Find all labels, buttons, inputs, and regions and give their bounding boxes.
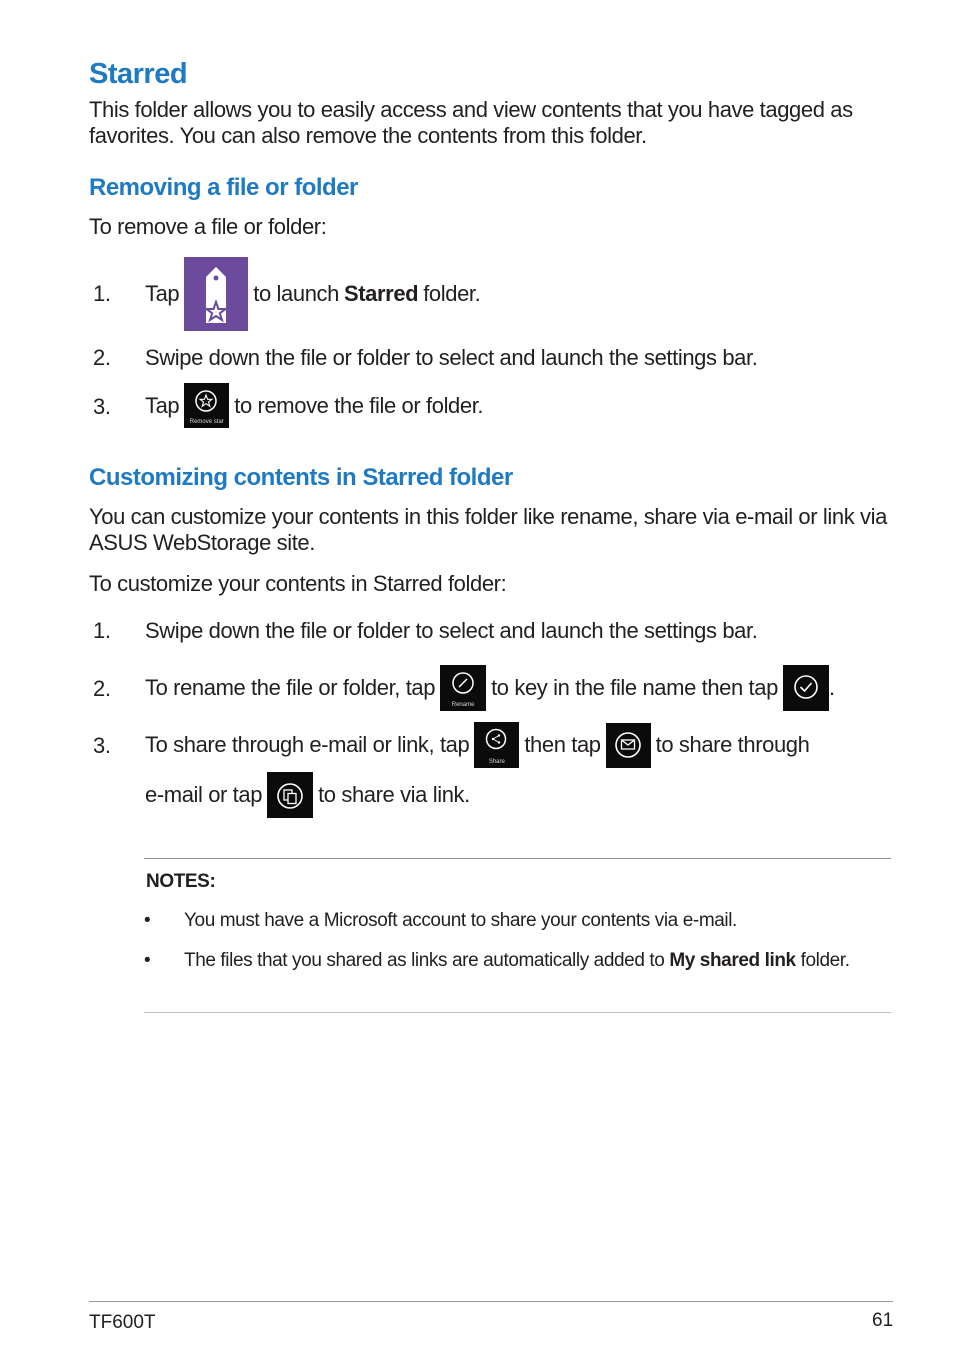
bullet: •	[144, 950, 151, 971]
page-title: Starred	[89, 58, 188, 90]
note-text-part: The files that you shared as links are automatically added to	[184, 950, 665, 971]
step-text: Tap	[145, 392, 180, 418]
step-text: to remove the file or folder.	[234, 392, 484, 418]
step-text: to key in the file name then tap	[491, 675, 778, 700]
icon-caption: Share	[488, 759, 505, 765]
starred-emphasis: Starred	[343, 281, 419, 306]
starred-app-icon[interactable]	[184, 257, 248, 331]
step-text: To share through e-mail or link, tap	[145, 732, 470, 757]
page-number: 61	[872, 1310, 894, 1331]
step-number: 1.	[93, 618, 111, 643]
step-number: 3.	[93, 394, 111, 419]
my-shared-link-emphasis: My shared link	[669, 950, 796, 971]
customize-intro: You can customize your contents in this folder like rename, share via e-mail or link via ASUS WebStorage site.	[89, 504, 887, 555]
step-text: To rename the file or folder, tap	[145, 675, 436, 700]
rename-icon[interactable]	[440, 665, 486, 711]
footer-model: TF600T	[89, 1312, 156, 1333]
copy-link-icon[interactable]	[267, 772, 313, 818]
customize-heading: Customizing contents in Starred folder	[89, 464, 513, 491]
customize-lead: To customize your contents in Starred folder:	[89, 571, 507, 596]
step-text: to share through	[655, 732, 810, 757]
icon-caption: Rename	[451, 702, 475, 708]
step-text: e-mail or tap	[145, 782, 263, 807]
step-number: 2.	[93, 345, 111, 370]
share-icon[interactable]	[474, 722, 519, 768]
note-text-part: folder.	[800, 950, 850, 971]
notes-box	[144, 858, 891, 1013]
notes-title: NOTES:	[146, 871, 216, 892]
bullet: •	[144, 910, 151, 931]
note-text	[184, 947, 874, 975]
remove-heading: Removing a file or folder	[89, 174, 358, 201]
step-text: Swipe down the file or folder to select and launch the settings bar.	[145, 345, 758, 370]
step-text: folder.	[423, 281, 481, 306]
step-number: 1.	[93, 281, 111, 306]
step-text: .	[828, 675, 835, 700]
note-text: You must have a Microsoft account to share your contents via e-mail.	[184, 910, 737, 931]
email-icon[interactable]	[606, 723, 651, 768]
checkmark-icon[interactable]	[783, 665, 829, 711]
step-text: then tap	[524, 732, 601, 757]
step-text: Tap	[145, 281, 180, 306]
remove-star-icon[interactable]	[184, 383, 229, 428]
icon-caption: Remove star	[189, 419, 224, 425]
footer-divider	[89, 1301, 893, 1302]
step-text: to share via link.	[318, 782, 470, 807]
intro-paragraph: This folder allows you to easily access and view contents that you have tagged as favorites. You can also remove the contents from this folder.	[89, 97, 853, 148]
step-number: 3.	[93, 733, 111, 758]
remove-lead: To remove a file or folder:	[89, 214, 327, 239]
step-number: 2.	[93, 676, 111, 701]
step-text: to launch	[253, 281, 339, 306]
step-text: Swipe down the file or folder to select and launch the settings bar.	[145, 618, 758, 643]
